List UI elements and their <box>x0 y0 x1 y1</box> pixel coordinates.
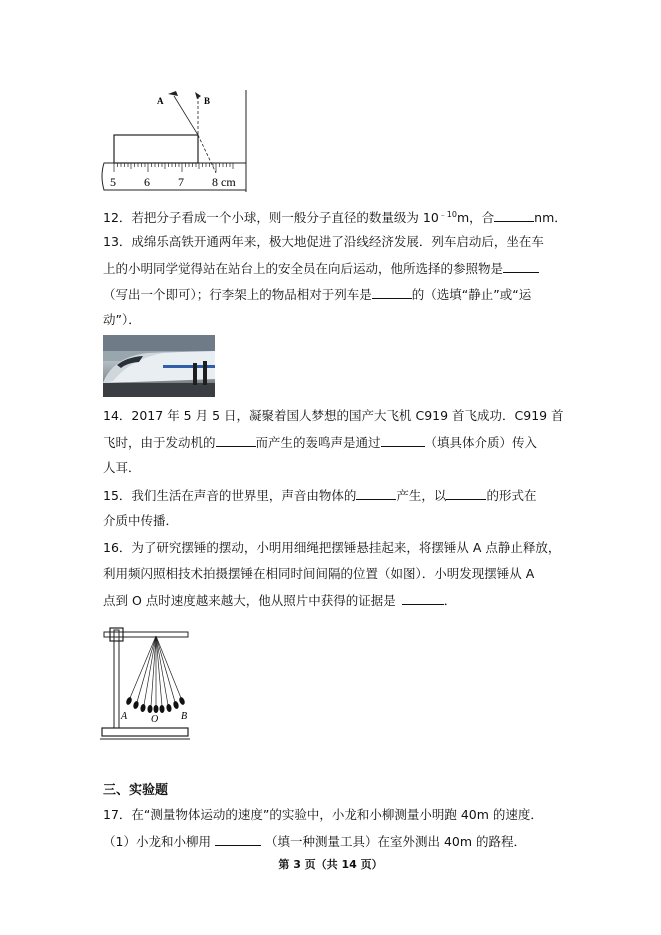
label-b: B <box>204 96 211 106</box>
tick-label-5: 5 <box>110 175 116 189</box>
q17-blank[interactable] <box>215 833 261 846</box>
q14-blank-2[interactable] <box>381 434 425 447</box>
page-footer: 第 3 页（共 14 页） <box>278 858 383 871</box>
question-13-line1: 13．成绵乐高铁开通两年来，极大地促进了沿线经济发展．列车启动后，坐在车 <box>103 234 544 249</box>
question-13-line3: （写出一个即可）；行李架上的物品相对于列车是 的（选填“静止”或“运 <box>103 287 532 302</box>
q13-blank-1[interactable] <box>503 260 539 273</box>
section-title-experiments: 三、实验题 <box>103 783 169 798</box>
label-a: A <box>157 96 164 106</box>
question-12: 12．若把分子看成一个小球，则一般分子直径的数量级为 $10^{﹣10}m$，合 nm． <box>103 210 567 226</box>
question-14-line1: 14．2017 年 5 月 5 日，凝聚着国人梦想的国产大飞机 C919 首飞成功．C919 首 <box>103 408 564 423</box>
question-17-line2: （1）小龙和小柳用 （填一种测量工具）在室外测出 40m 的路程． <box>103 834 526 849</box>
question-13-line4: 动”）． <box>103 312 141 327</box>
question-15-line1: 15．我们生活在声音的世界里，声音由物体的 产生，以 的形式在 <box>103 488 537 503</box>
q12-exponent: ﹣10 <box>438 210 457 219</box>
tick-label-6: 6 <box>144 175 150 189</box>
ruler-figure <box>100 88 250 194</box>
question-17-line1: 17．在“测量物体运动的速度”的实验中，小龙和小柳测量小明跑 40m 的速度． <box>103 807 543 822</box>
tick-label-8cm: 8 cm <box>212 175 236 189</box>
high-speed-train-image <box>103 335 215 397</box>
q12-answer-blank[interactable] <box>494 209 534 222</box>
q13-blank-2[interactable] <box>372 286 412 299</box>
q15-blank-1[interactable] <box>356 487 396 500</box>
question-14-line2: 飞时，由于发动机的 而产生的轰鸣声是通过 （填具体介质）传入 <box>103 435 538 450</box>
tick-label-7: 7 <box>178 175 184 189</box>
q14-blank-1[interactable] <box>216 434 256 447</box>
question-13-line2: 上的小明同学觉得站在站台上的安全员在向后运动，他所选择的参照物是 <box>103 260 563 277</box>
question-15-line2: 介质中传播． <box>103 513 179 528</box>
question-16-line3: 点到 O 点时速度越来越大，他从照片中获得的证据是 ． <box>103 593 457 608</box>
pendulum-figure <box>100 618 192 742</box>
pendulum-label-b: B <box>181 711 188 722</box>
q15-blank-2[interactable] <box>446 487 486 500</box>
pendulum-label-a: A <box>121 711 128 722</box>
question-14-line3: 人耳． <box>103 460 141 475</box>
question-16-line1: 16．为了研究摆锤的摆动，小明用细绳把摆锤悬挂起来，将摆锤从 A 点静止释放， <box>103 540 561 555</box>
question-16-line2: 利用频闪照相技术拍摄摆锤在相同时间间隔的位置（如图）．小明发现摆锤从 A <box>103 566 535 581</box>
q16-blank[interactable] <box>402 592 444 605</box>
train-photo <box>103 335 215 397</box>
pendulum-label-o: O <box>151 714 159 725</box>
